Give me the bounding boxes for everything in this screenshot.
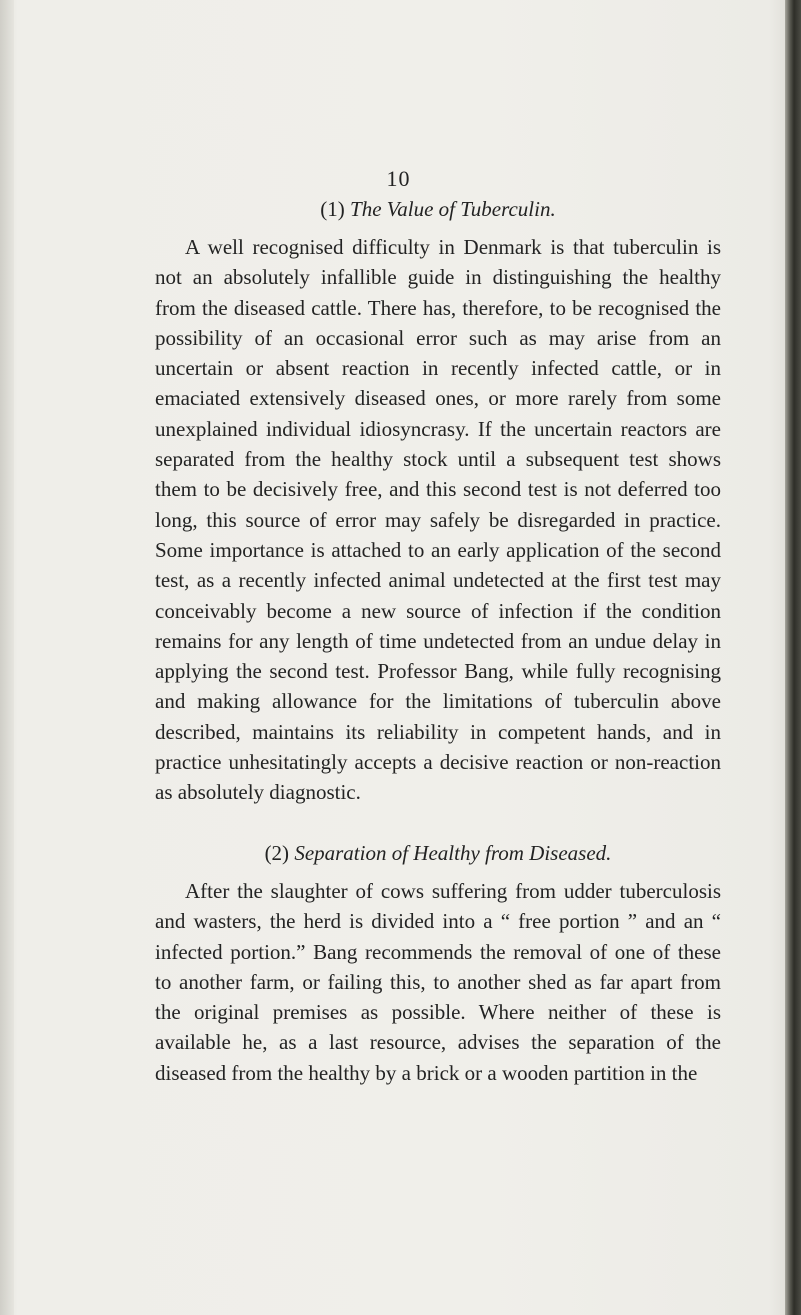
section-heading-title: The Value of Tuberculin. xyxy=(350,197,556,221)
section-paragraph-1: A well recognised difficulty in Denmark is that tuberculin is not an absolutely infallible guide in distinguishing the healthy from the diseased cattle. There has, therefore, to be recognised the possibility of an occasional error such as may arise from an uncertain or absent reaction in recently infected cattle, or in emaciated extensively diseased ones, or more rarely from some unexplained individual idiosyncrasy. If the uncertain reactors are separated from the healthy stock until a subsequent test shows them to be decisively free, and this second test is not deferred too long, this source of error may safely be disregarded in practice. Some importance is attached to an early application of the second test, as a recently infected animal undetected at the first test may conceivably become a new source of infection if the condition remains for any length of time undetected from an undue delay in applying the second test. Professor Bang, while fully recognising and making allowance for the limitations of tuberculin above described, maintains its reliability in competent hands, and in practice unhesitatingly accepts a decisive reaction or non-reaction as absolutely diagnostic. xyxy=(155,235,721,805)
page-edge-shadow xyxy=(785,0,801,1315)
section-heading-2 xyxy=(155,838,721,868)
section-heading-number: (2) xyxy=(264,841,290,865)
page-number: 10 xyxy=(386,166,411,191)
section-heading-title: Separation of Healthy from Diseased. xyxy=(294,841,612,865)
section-heading-number: (1) xyxy=(320,197,345,221)
section-paragraph-2: After the slaughter of cows suffering from udder tuberculosis and wasters, the herd is divided into a “ free portion ” and an “ infected portion.” Bang recommends the removal of one of these to another farm, or failing this, to another shed as far apart from the original premises as possible. Where neither of these is available he, as a last resource, advises the separation of the diseased from the healthy by a brick or a wooden partition in the xyxy=(155,879,721,1085)
section-heading-1 xyxy=(155,194,721,224)
page-gutter xyxy=(0,0,14,1315)
